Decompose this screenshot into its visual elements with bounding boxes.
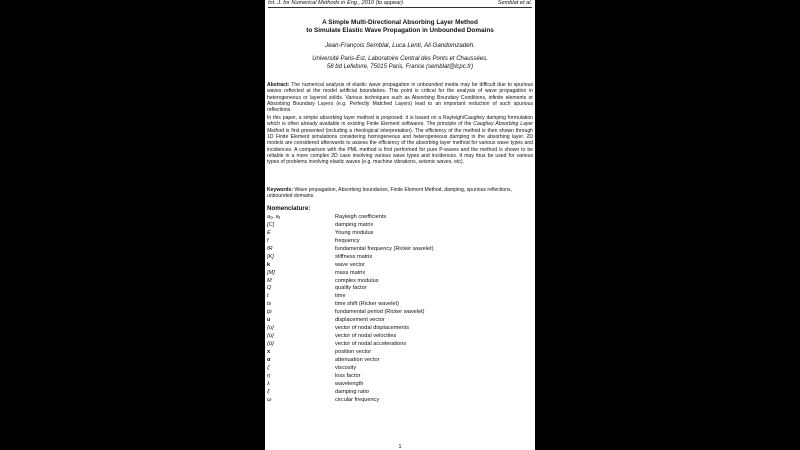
abstract-label: Abstract:	[267, 82, 290, 88]
nomenclature-symbol: [C]	[267, 221, 275, 228]
nomenclature-definition: mass matrix	[335, 269, 366, 276]
nomenclature-definition: fundamental period (Ricker wavelet)	[335, 309, 425, 316]
nomenclature-symbol: λ	[267, 380, 270, 387]
nomenclature-definition: vector of nodal velocities	[335, 333, 397, 340]
nomenclature-row	[267, 285, 533, 293]
nomenclature-definition: position vector	[335, 348, 372, 355]
nomenclature-symbol: x	[267, 348, 271, 355]
nomenclature-definition: Rayleigh coefficients	[335, 214, 387, 220]
keywords	[267, 187, 533, 200]
nomenclature-row	[267, 381, 533, 389]
nomenclature-symbol: tp	[267, 309, 272, 316]
affiliation	[265, 56, 535, 71]
nomenclature-definition: complex modulus	[335, 277, 379, 284]
nomenclature-row	[267, 309, 533, 317]
nomenclature-row	[267, 365, 533, 373]
nomenclature-row	[267, 222, 533, 230]
nomenclature-row	[267, 349, 533, 357]
nomenclature-row	[267, 254, 533, 262]
abstract-text-1: The numerical analysis of elastic wave propagation in unbounded media may be difficult due to spurious waves reflected at the model artificial boundaries. This point is critical for the analysis of wave propagation in heterogeneous or layered solids. Various techniques such as Absorbing Boundary Conditions, infinite elements or Absorbing Boundary Layers (e.g. Perfectly Matched Layers) lead to an important reduction of such spurious reflections.	[267, 82, 534, 114]
nomenclature-row	[267, 325, 533, 333]
nomenclature-symbol: ω	[267, 396, 272, 403]
nomenclature-symbol: α	[267, 356, 271, 363]
nomenclature-symbol: {u}	[267, 325, 274, 332]
nomenclature-row	[267, 246, 533, 254]
nomenclature-definition: time shift (Ricker wavelet)	[335, 301, 400, 308]
nomenclature-symbol: u	[267, 317, 271, 324]
nomenclature-row	[267, 262, 533, 270]
nomenclature-symbol: a₀, a₁	[267, 214, 281, 220]
nomenclature-symbol: [M]	[267, 269, 275, 276]
nomenclature-definition: quality factor	[335, 285, 367, 292]
nomenclature-row	[267, 230, 533, 238]
nomenclature-symbol: ζ	[267, 364, 270, 371]
nomenclature-definition: time	[335, 293, 346, 300]
abstract-paragraph-2	[267, 115, 533, 165]
nomenclature-definition: wavelength	[335, 380, 364, 387]
nomenclature-row	[267, 373, 533, 381]
nomenclature-symbol: {ü}	[267, 341, 274, 347]
nomenclature-row	[267, 293, 533, 301]
affiliation-line-2: 58 bd Lefebvre, 75015 Paris, France (semblat@lcpc.fr)	[326, 63, 474, 70]
nomenclature-definition: wave vector	[335, 261, 365, 268]
nomenclature-row	[267, 270, 533, 278]
nomenclature-row	[267, 341, 533, 349]
nomenclature-definition: damping matrix	[335, 221, 374, 228]
abstract-text-2a: In this paper, a simple absorbing layer method is proposed: it is based on a Rayleigh/Caughey damping formulation which is often already available in existing Finite Element softwares. The principle of the	[267, 115, 533, 128]
nomenclature-row	[267, 397, 533, 405]
nomenclature-definition: vector of nodal displacements	[335, 325, 410, 332]
nomenclature-row	[267, 238, 533, 246]
nomenclature-symbol: k	[267, 261, 271, 268]
nomenclature-symbol: f	[267, 237, 269, 244]
abstract-method-name: Caughey Absorbing Layer Method	[267, 121, 533, 134]
running-header	[268, 0, 532, 8]
keywords-label: Keywords:	[267, 187, 294, 193]
nomenclature-list	[267, 214, 533, 405]
nomenclature-definition: circular frequency	[335, 396, 380, 403]
keywords-text: Wave propagation, Absorbing boundaries, Finite Element Method, damping, spurious reflections, unbounded domains.	[267, 187, 513, 200]
nomenclature-row	[267, 214, 533, 222]
nomenclature-definition: displacement vector	[335, 317, 385, 324]
nomenclature-symbol: ts	[267, 301, 272, 308]
nomenclature-row	[267, 389, 533, 397]
title-line-1: A Simple Multi-Directional Absorbing Layer Method	[322, 19, 478, 26]
abstract	[267, 82, 533, 167]
page-number: 1	[398, 444, 402, 450]
nomenclature-symbol: ξ	[267, 388, 270, 395]
nomenclature-symbol: [K]	[267, 253, 274, 260]
nomenclature-definition: loss factor	[335, 372, 361, 379]
nomenclature-row	[267, 357, 533, 365]
abstract-paragraph-1	[267, 82, 533, 113]
abstract-text-2b: is first presented (including a rheological interpretation). The efficiency of the method is then shown through 1D Finite Element simulations considering homogeneous and heterogeneous damping in the absorbing layer. 2D models are considered afterwards to assess the efficiency of the absorbing layer method for various wave types and incidences. A comparison with the PML method is first performed for pure P-waves and the method is shown to be reliable in a more complex 2D case involving various wave types and incidences. It may thus be used for various types of problems involving elastic waves (e.g. machine vibrations, seismic waves, etc).	[267, 127, 533, 166]
nomenclature-symbol: Q	[267, 285, 272, 292]
authors: Jean-François Semblat, Luca Lenti, Ali Gandomzadeh.	[325, 42, 475, 49]
nomenclature-row	[267, 333, 533, 341]
nomenclature-symbol: η	[267, 372, 271, 379]
nomenclature-symbol: E	[267, 229, 271, 236]
nomenclature-definition: stiffness matrix	[335, 253, 373, 260]
nomenclature-symbol: fR	[267, 245, 273, 252]
running-author: Semblat et al.	[497, 0, 532, 6]
nomenclature-definition: vector of nodal accelerations	[335, 341, 407, 347]
paper-title	[265, 19, 535, 35]
nomenclature-symbol: t	[267, 293, 269, 300]
nomenclature-row	[267, 278, 533, 286]
title-line-2: to Simulate Elastic Wave Propagation in Unbounded Domains	[306, 27, 494, 34]
nomenclature-symbol: M	[267, 277, 272, 284]
affiliation-line-1: Université Paris-Est, Laboratoire Central des Ponts et Chaussées,	[312, 56, 488, 62]
paper-page	[265, 0, 535, 450]
nomenclature-row	[267, 317, 533, 325]
nomenclature-title: Nomenclature:	[267, 205, 311, 212]
nomenclature-definition: Young modulus	[335, 229, 374, 236]
nomenclature-definition: viscosity	[335, 364, 357, 371]
nomenclature-definition: damping ratio	[335, 388, 369, 395]
nomenclature-definition: attenuation vector	[335, 356, 380, 363]
nomenclature-definition: frequency	[335, 237, 360, 244]
journal-reference: Int. J. for Numerical Methods in Eng., 2010 (to appear)	[268, 0, 403, 6]
nomenclature-definition: fundamental frequency (Ricker wavelet)	[335, 245, 434, 252]
nomenclature-symbol: {u̇}	[267, 333, 274, 340]
nomenclature-row	[267, 301, 533, 309]
